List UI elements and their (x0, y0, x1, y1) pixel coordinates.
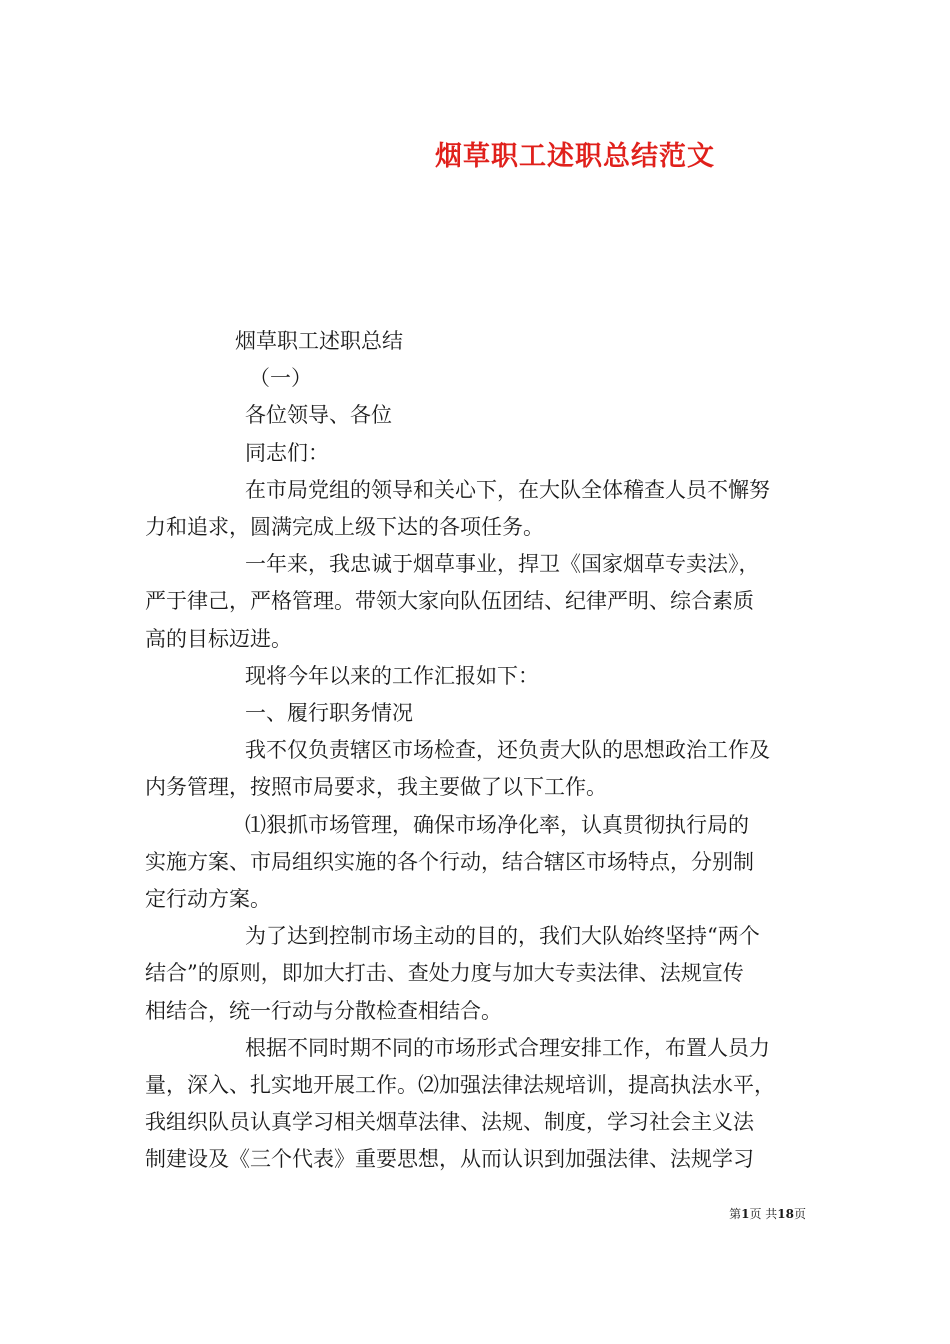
text-line: ⑴狠抓市场管理，确保市场净化率，认真贯彻执行局的 (245, 812, 749, 837)
text-line: 现将今年以来的工作汇报如下： (245, 663, 539, 688)
text-line: 一年来，我忠诚于烟草事业，捍卫《国家烟草专卖法》， (245, 552, 760, 577)
text-line: 高的目标迈进。 (145, 626, 292, 651)
text-line: 实施方案、市局组织实施的各个行动，结合辖区市场特点，分别制 (145, 849, 754, 874)
text-line: 定行动方案。 (145, 887, 271, 912)
text-line: 我不仅负责辖区市场检查，还负责大队的思想政治工作及 (245, 738, 770, 763)
text-line: 一、履行职务情况 (245, 701, 413, 726)
text-line: 严于律己，严格管理。带领大家向队伍团结、纪律严明、综合素质 (145, 589, 754, 614)
document-title: 烟草职工述职总结范文 (435, 141, 715, 172)
text-line: 我组织队员认真学习相关烟草法律、法规、制度，学习社会主义法 (145, 1110, 754, 1135)
footer-prefix: 第 (729, 1207, 742, 1221)
text-line: 为了达到控制市场主动的目的，我们大队始终坚持“两个 (245, 924, 760, 949)
text-line: 根据不同时期不同的市场形式合理安排工作，布置人员力 (245, 1035, 770, 1060)
section-mark: （一） (249, 366, 312, 391)
text-line: 相结合，统一行动与分散检查相结合。 (145, 998, 502, 1023)
text-line: 力和追求，圆满完成上级下达的各项任务。 (145, 515, 544, 540)
document-subtitle: 烟草职工述职总结 (235, 329, 403, 353)
text-line: 内务管理，按照市局要求，我主要做了以下工作。 (145, 775, 607, 800)
document-body (145, 323, 810, 1179)
text-line: 量，深入、扎实地开展工作。⑵加强法律法规培训，提高执法水平， (145, 1073, 775, 1098)
text-line: 同志们： (245, 440, 329, 465)
paragraph-lines (145, 397, 810, 1178)
footer-total-pages: 18 (777, 1207, 794, 1221)
text-line: 结合”的原则，即加大打击、查处力度与加大专卖法律、法规宣传 (145, 961, 744, 986)
footer-middle: 页 共 (749, 1207, 778, 1221)
page-footer (729, 1205, 806, 1222)
text-line: 在市局党组的领导和关心下，在大队全体稽查人员不懈努 (245, 477, 770, 502)
text-line: 各位领导、各位 (245, 403, 392, 428)
text-line: 制建设及《三个代表》重要思想，从而认识到加强法律、法规学习 (145, 1147, 754, 1172)
footer-page-number: 1 (741, 1207, 750, 1221)
footer-suffix: 页 (793, 1207, 806, 1221)
